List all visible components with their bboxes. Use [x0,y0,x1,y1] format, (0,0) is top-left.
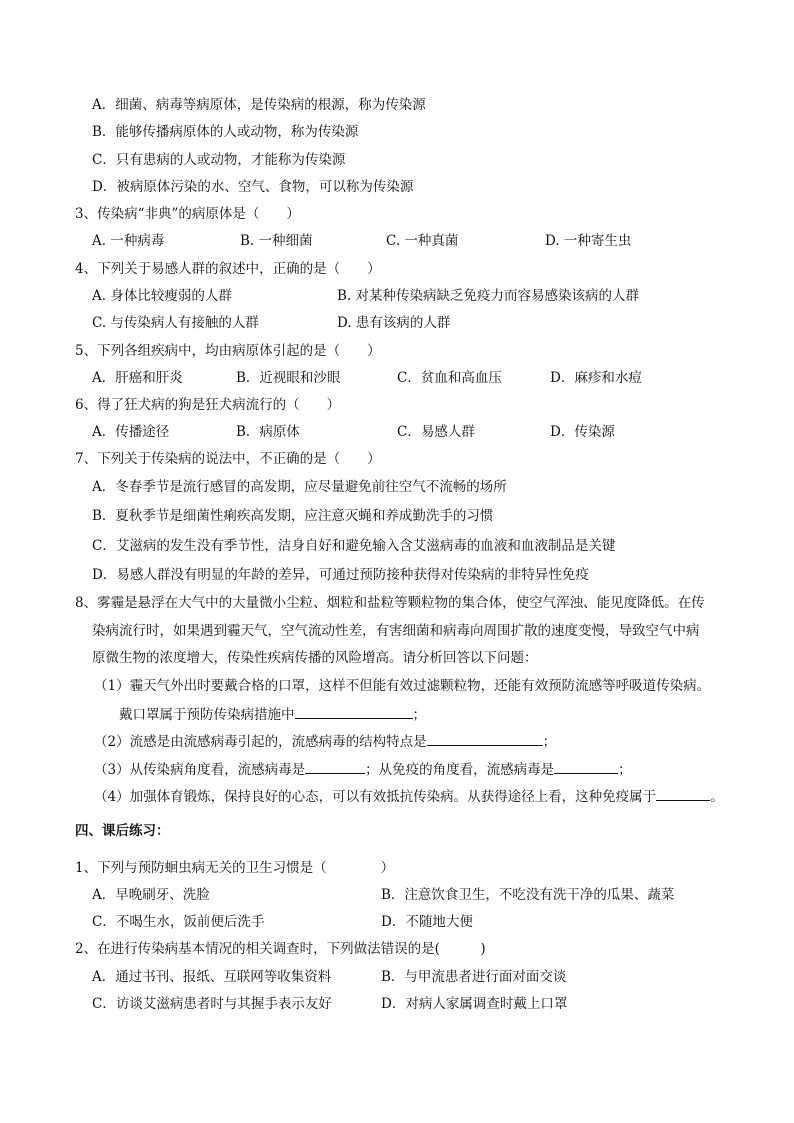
q8-sub2-suffix: ； [542,734,557,750]
q3-stem: 3、传染病“非典”的病原体是（ ） [75,206,300,222]
q4-stem: 4、下列关于易感人群的叙述中，正确的是（ ） [75,261,381,277]
q6-stem: 6、得了狂犬病的狗是狂犬病流行的（ ） [75,397,341,413]
q8-sub3-answer-blank-2[interactable] [554,759,618,774]
q3-option-a: A. 一种病毒 [92,233,165,249]
p2-option-a: A．通过书刊、报纸、互联网等收集资料 [92,969,332,985]
q8-sub3-answer-blank-1[interactable] [305,759,365,774]
q7-option-a: A．冬春季节是流行感冒的高发期，应尽量避免前往空气不流畅的场所 [92,479,507,495]
q8-sub1-prefix: 戴口罩属于预防传染病措施中 [119,707,295,723]
p1-stem: 1、下列与预防蛔虫病无关的卫生习惯是（ ） [75,860,395,876]
q8-sub3-suffix: ； [618,762,632,778]
q8-sub3-prefix: （3）从传染病角度看，流感病毒是 [94,762,306,778]
q2-option-c: C．只有患病的人或动物，才能称为传染源 [92,152,346,168]
q4-option-d: D. 患有该病的人群 [337,315,451,331]
p1-option-d: D．不随地大便 [381,914,473,930]
q3-option-d: D. 一种寄生虫 [545,233,632,249]
q8-sub1-line-1: （1）霾天气外出时要戴合格的口罩，这样不但能有效过滤颗粒物，还能有效预防流感等呼吸道传染病。 [94,678,711,694]
q8-sub1-suffix: ； [412,707,426,723]
q4-option-c: C. 与传染病人有接触的人群 [92,315,259,331]
q4-option-a: A. 身体比较瘦弱的人群 [92,288,232,304]
q6-option-c: C．易感人群 [397,424,475,440]
q3-option-b: B. 一种细菌 [240,233,313,249]
p2-option-c: C．访谈艾滋病患者时与其握手表示友好 [92,996,332,1012]
p1-option-c: C．不喝生水，饭前便后洗手 [92,914,265,930]
p1-option-a: A．早晚刷牙、洗脸 [92,887,210,903]
p2-stem: 2、在进行传染病基本情况的相关调查时，下列做法错误的是( ) [75,941,486,957]
q8-stem-line-2: 染病流行时，如果遇到霾天气，空气流动性差，有害细菌和病毒向周围扩散的速度变慢，导致空气中病 [92,623,700,639]
q8-sub4-answer-blank[interactable] [656,786,710,801]
q2-option-a: A．细菌、病毒等病原体，是传染病的根源，称为传染源 [92,97,426,113]
q8-sub3 [94,759,632,779]
q5-option-d: D．麻疹和水痘 [550,370,642,386]
q5-option-c: C．贫血和高血压 [397,370,502,386]
q5-option-b: B．近视眼和沙眼 [236,370,341,386]
q7-stem: 7、下列关于传染病的说法中，不正确的是（ ） [75,451,381,467]
q2-option-b: B．能够传播病原体的人或动物，称为传染源 [92,124,359,140]
q8-sub4-prefix: （4）加强体育锻炼，保持良好的心态，可以有效抵抗传染病。从获得途径上看，这种免疫属于 [94,789,657,805]
q6-option-a: A．传播途径 [92,424,170,440]
q6-option-d: D．传染源 [550,424,615,440]
q5-stem: 5、下列各组疾病中，均由病原体引起的是（ ） [75,343,381,359]
q7-option-b: B．夏秋季节是细菌性痢疾高发期，应注意灭蝇和养成勤洗手的习惯 [92,508,494,524]
section-4-heading: 四、课后练习： [75,823,170,839]
p1-option-b: B．注意饮食卫生，不吃没有洗干净的瓜果、蔬菜 [381,887,675,903]
q5-option-a: A．肝癌和肝炎 [92,370,183,386]
q8-stem-line-1: 8、雾霾是悬浮在大气中的大量微小尘粒、烟粒和盐粒等颗粒物的集合体，使空气浑浊、能见度降低。在传 [75,595,705,611]
q8-sub4-suffix: 。 [710,789,724,805]
q7-option-c: C．艾滋病的发生没有季节性，洁身自好和避免输入含艾滋病毒的血液和血液制品是关键 [92,538,616,554]
q8-sub1-answer-blank[interactable] [295,704,413,719]
q3-option-c: C. 一种真菌 [386,233,459,249]
q8-sub2 [94,731,556,751]
q8-sub2-prefix: （2）流感是由流感病毒引起的，流感病毒的结构特点是 [94,734,427,750]
q8-sub2-answer-blank[interactable] [427,731,543,746]
p2-option-b: B．与甲流患者进行面对面交谈 [381,969,567,985]
q2-option-d: D．被病原体污染的水、空气、食物，可以称为传染源 [92,179,414,195]
q8-sub3-mid: ；从免疫的角度看，流感病毒是 [365,762,555,778]
q8-stem-line-3: 原微生物的浓度增大，传染性疾病传播的风险增高。请分析回答以下问题： [92,650,538,666]
q8-sub4 [94,786,724,806]
q8-sub1-line-2 [119,704,426,724]
q7-option-d: D．易感人群没有明显的年龄的差异，可通过预防接种获得对传染病的非特异性免疫 [92,567,589,583]
p2-option-d: D．对病人家属调查时戴上口罩 [381,996,568,1012]
q6-option-b: B．病原体 [236,424,300,440]
q4-option-b: B. 对某种传染病缺乏免疫力而容易感染该病的人群 [337,288,640,304]
